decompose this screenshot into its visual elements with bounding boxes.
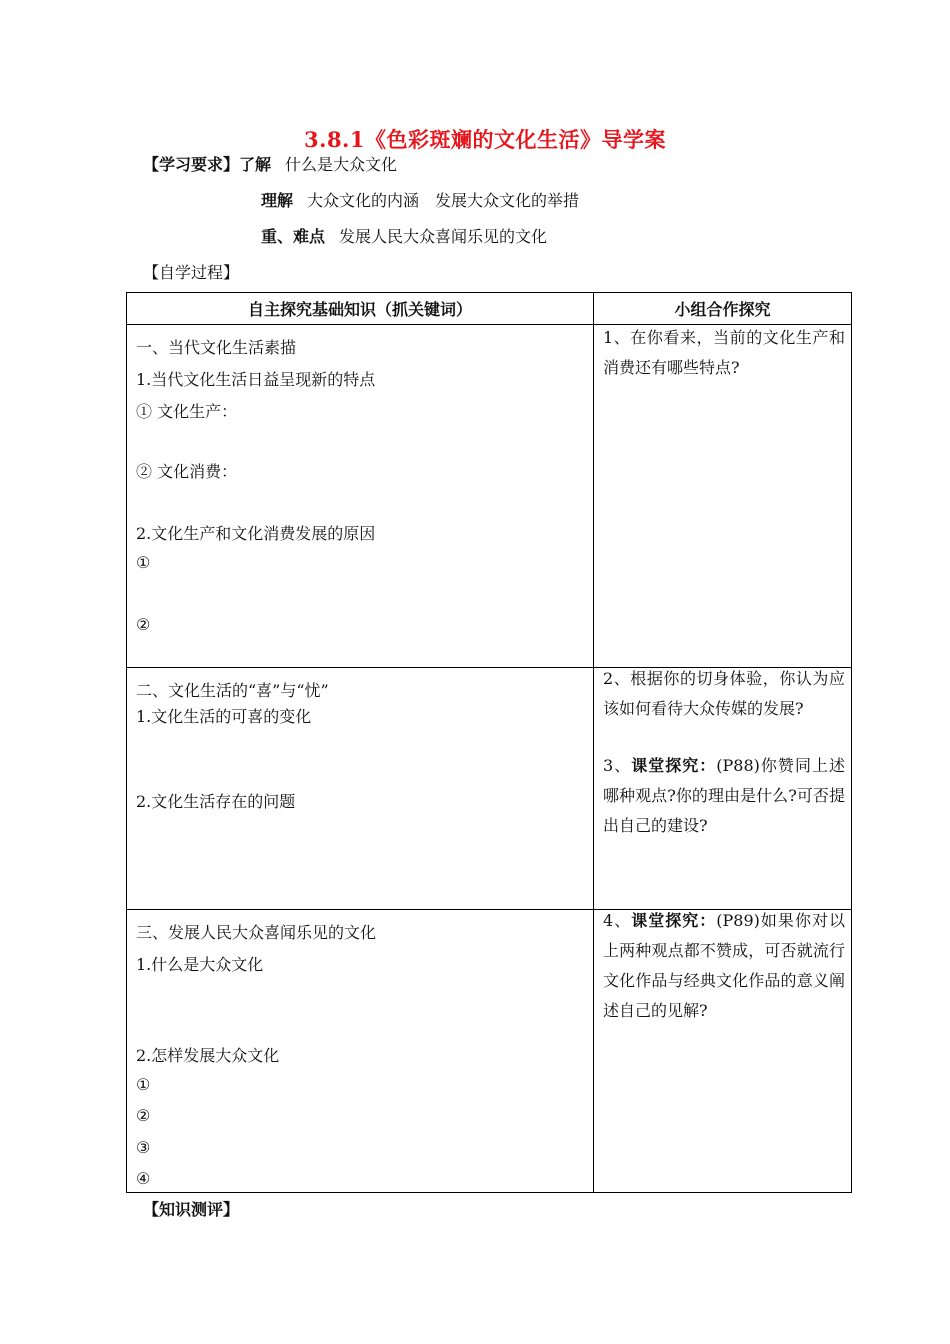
inquiry-text: (P89)如果你对以上两种观点都不赞成，可否就流行文化作品与经典文化作品的意义阐述自己的见解?: [603, 911, 845, 1020]
learning-requirements-key: [261, 224, 547, 247]
row2-item: 1.文化生活的可喜的变化: [136, 707, 312, 726]
header-group-study: 小组合作探究: [594, 293, 852, 325]
row3-item: 2.怎样发展大众文化: [136, 1046, 280, 1065]
row1-item: ② 文化消费：: [136, 462, 238, 481]
row3-heading: 三、发展人民大众喜闻乐见的文化: [136, 923, 377, 942]
row2-question: 2、根据你的切身体验，你认为应该如何看待大众传媒的发展?: [603, 669, 845, 718]
page-title: 3.8.1《色彩斑斓的文化生活》导学案: [304, 127, 666, 152]
comprehend-label: 理解: [261, 191, 294, 210]
table-row: [127, 325, 852, 668]
row2-question-inquiry: [603, 751, 845, 841]
inquiry-label: 课堂探究：: [631, 756, 717, 775]
row3-item: ④: [136, 1169, 151, 1188]
row1-right-cell: [594, 325, 852, 668]
table-row: [127, 668, 852, 910]
row3-item: ③: [136, 1138, 151, 1157]
row2-left-cell: [127, 668, 594, 910]
understand-label: 了解: [239, 155, 272, 174]
inquiry-prefix: 3、: [603, 756, 632, 775]
study-table: [126, 292, 852, 1193]
row1-item: ① 文化生产：: [136, 402, 238, 421]
inquiry-label: 课堂探究：: [631, 911, 717, 930]
row3-item: 1.什么是大众文化: [136, 955, 264, 974]
understand-text: 什么是大众文化: [285, 155, 398, 174]
row3-question-inquiry: [603, 906, 845, 1026]
learning-requirements-comprehend: [261, 188, 579, 211]
row2-right-cell: [594, 668, 852, 910]
key-text: 发展人民大众喜闻乐见的文化: [339, 227, 548, 246]
row1-item: 1.当代文化生活日益呈现新的特点: [136, 370, 376, 389]
key-label: 重、难点: [261, 227, 326, 246]
row1-item: ②: [136, 615, 151, 634]
inquiry-prefix: 4、: [603, 911, 632, 930]
row1-heading: 一、当代文化生活素描: [136, 338, 297, 357]
row2-item: 2.文化生活存在的问题: [136, 792, 296, 811]
row3-right-cell: [594, 910, 852, 1193]
row1-question: 1、在你看来，当前的文化生产和消费还有哪些特点?: [603, 328, 845, 377]
self-study-label: 【自学过程】: [143, 263, 240, 282]
assessment-label: 【知识测评】: [143, 1200, 240, 1219]
row3-left-cell: [127, 910, 594, 1193]
row3-item: ①: [136, 1075, 151, 1094]
inquiry-text: (P88)你赞同上述哪种观点?你的理由是什么?可否提出自己的建设?: [603, 756, 845, 835]
learning-requirements-understand: [143, 152, 397, 175]
comprehend-text: 大众文化的内涵 发展大众文化的举措: [307, 191, 580, 210]
table-header-row: [127, 293, 852, 325]
row1-item: ①: [136, 553, 151, 572]
table-row: [127, 910, 852, 1193]
header-self-study: 自主探究基础知识（抓关键词）: [127, 293, 594, 325]
row1-left-cell: [127, 325, 594, 668]
row2-heading: 二、文化生活的“喜”与“忧”: [136, 681, 329, 700]
row1-item: 2.文化生产和文化消费发展的原因: [136, 524, 376, 543]
row3-item: ②: [136, 1106, 151, 1125]
requirements-label: 【学习要求】: [143, 155, 240, 174]
